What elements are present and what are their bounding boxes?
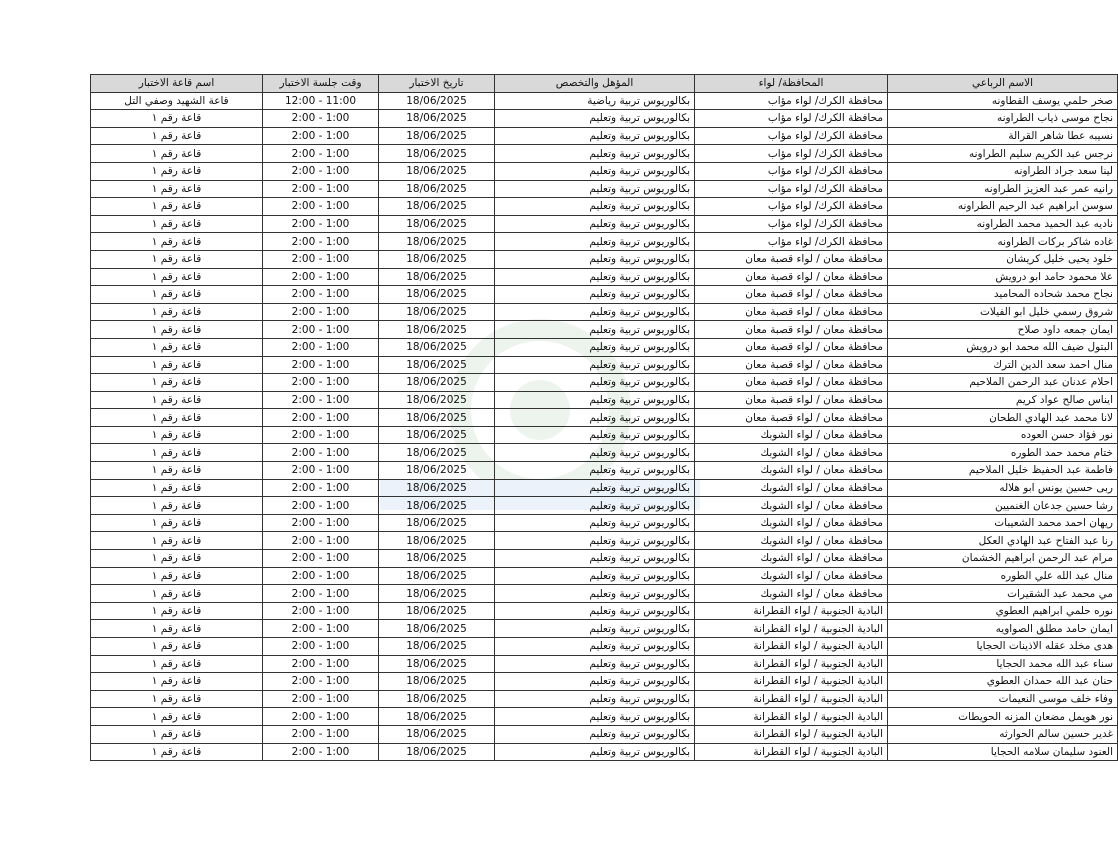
cell-hall-name: قاعة رقم ١ xyxy=(91,268,263,286)
header-exam-date: تاريخ الاختبار xyxy=(379,75,495,93)
cell-qualification: بكالوريوس تربية وتعليم xyxy=(495,110,695,128)
cell-full-name: لانا محمد عبد الهادي الطحان xyxy=(888,409,1118,427)
cell-governorate: محافظة معان / لواء قصبة معان xyxy=(695,303,888,321)
cell-hall-name: قاعة رقم ١ xyxy=(91,620,263,638)
cell-qualification: بكالوريوس تربية وتعليم xyxy=(495,532,695,550)
cell-hall-name: قاعة رقم ١ xyxy=(91,585,263,603)
cell-governorate: محافظة الكرك/ لواء مؤاب xyxy=(695,180,888,198)
cell-exam-date: 18/06/2025 xyxy=(379,690,495,708)
cell-hall-name: قاعة رقم ١ xyxy=(91,532,263,550)
cell-qualification: بكالوريوس تربية وتعليم xyxy=(495,602,695,620)
cell-exam-date: 18/06/2025 xyxy=(379,532,495,550)
cell-session-time: 1:00 - 2:00 xyxy=(263,286,379,304)
table-row xyxy=(91,356,1118,374)
cell-hall-name: قاعة رقم ١ xyxy=(91,514,263,532)
cell-governorate: البادية الجنوبية / لواء القطرانة xyxy=(695,602,888,620)
cell-qualification: بكالوريوس تربية وتعليم xyxy=(495,497,695,515)
cell-full-name: حنان عبد الله حمدان العطوي xyxy=(888,673,1118,691)
cell-governorate: محافظة الكرك/ لواء مؤاب xyxy=(695,215,888,233)
cell-exam-date: 18/06/2025 xyxy=(379,497,495,515)
cell-hall-name: قاعة رقم ١ xyxy=(91,338,263,356)
table-row xyxy=(91,462,1118,480)
cell-full-name: نسيبه عطا شاهر القرالة xyxy=(888,127,1118,145)
cell-exam-date: 18/06/2025 xyxy=(379,479,495,497)
cell-hall-name: قاعة رقم ١ xyxy=(91,690,263,708)
cell-session-time: 1:00 - 2:00 xyxy=(263,356,379,374)
cell-session-time: 1:00 - 2:00 xyxy=(263,162,379,180)
cell-session-time: 1:00 - 2:00 xyxy=(263,497,379,515)
table-row xyxy=(91,145,1118,163)
cell-exam-date: 18/06/2025 xyxy=(379,110,495,128)
table-row xyxy=(91,444,1118,462)
cell-session-time: 1:00 - 2:00 xyxy=(263,743,379,761)
cell-session-time: 1:00 - 2:00 xyxy=(263,127,379,145)
table-row xyxy=(91,479,1118,497)
cell-governorate: محافظة معان / لواء الشوبك xyxy=(695,462,888,480)
cell-qualification: بكالوريوس تربية وتعليم xyxy=(495,321,695,339)
table-row xyxy=(91,250,1118,268)
cell-hall-name: قاعة رقم ١ xyxy=(91,321,263,339)
cell-session-time: 1:00 - 2:00 xyxy=(263,321,379,339)
cell-qualification: بكالوريوس تربية وتعليم xyxy=(495,198,695,216)
exam-schedule-table xyxy=(90,74,1118,761)
cell-exam-date: 18/06/2025 xyxy=(379,602,495,620)
cell-hall-name: قاعة رقم ١ xyxy=(91,215,263,233)
cell-governorate: محافظة معان / لواء قصبة معان xyxy=(695,356,888,374)
cell-governorate: محافظة معان / لواء الشوبك xyxy=(695,550,888,568)
cell-full-name: رانيه عمر عبد العزيز الطراونه xyxy=(888,180,1118,198)
cell-governorate: محافظة معان / لواء الشوبك xyxy=(695,444,888,462)
cell-session-time: 1:00 - 2:00 xyxy=(263,620,379,638)
cell-qualification: بكالوريوس تربية وتعليم xyxy=(495,145,695,163)
table-row xyxy=(91,426,1118,444)
table-row xyxy=(91,374,1118,392)
cell-full-name: نرجس عبد الكريم سليم الطراونه xyxy=(888,145,1118,163)
cell-qualification: بكالوريوس تربية وتعليم xyxy=(495,655,695,673)
cell-governorate: محافظة الكرك/ لواء مؤاب xyxy=(695,127,888,145)
table-row xyxy=(91,690,1118,708)
cell-governorate: البادية الجنوبية / لواء القطرانة xyxy=(695,690,888,708)
cell-full-name: نجاح محمد شحاده المحاميد xyxy=(888,286,1118,304)
cell-exam-date: 18/06/2025 xyxy=(379,462,495,480)
cell-exam-date: 18/06/2025 xyxy=(379,145,495,163)
cell-full-name: ختام محمد حمد الطوره xyxy=(888,444,1118,462)
cell-exam-date: 18/06/2025 xyxy=(379,655,495,673)
cell-exam-date: 18/06/2025 xyxy=(379,444,495,462)
header-governorate: المحافظة/ لواء xyxy=(695,75,888,93)
table-row xyxy=(91,338,1118,356)
cell-qualification: بكالوريوس تربية وتعليم xyxy=(495,409,695,427)
cell-full-name: مي محمد عبد الشقيرات xyxy=(888,585,1118,603)
cell-governorate: البادية الجنوبية / لواء القطرانة xyxy=(695,743,888,761)
cell-hall-name: قاعة رقم ١ xyxy=(91,127,263,145)
cell-qualification: بكالوريوس تربية وتعليم xyxy=(495,127,695,145)
cell-hall-name: قاعة رقم ١ xyxy=(91,303,263,321)
cell-governorate: محافظة معان / لواء قصبة معان xyxy=(695,374,888,392)
cell-full-name: ايمان حامد مطلق الصواويه xyxy=(888,620,1118,638)
cell-full-name: البتول ضيف الله محمد ابو درويش xyxy=(888,338,1118,356)
table-row xyxy=(91,497,1118,515)
cell-session-time: 1:00 - 2:00 xyxy=(263,338,379,356)
cell-full-name: علا محمود حامد ابو درويش xyxy=(888,268,1118,286)
cell-hall-name: قاعة رقم ١ xyxy=(91,638,263,656)
cell-governorate: محافظة معان / لواء قصبة معان xyxy=(695,321,888,339)
cell-governorate: محافظة معان / لواء الشوبك xyxy=(695,497,888,515)
table-row xyxy=(91,567,1118,585)
cell-governorate: محافظة معان / لواء قصبة معان xyxy=(695,268,888,286)
cell-session-time: 1:00 - 2:00 xyxy=(263,374,379,392)
cell-qualification: بكالوريوس تربية وتعليم xyxy=(495,690,695,708)
cell-session-time: 1:00 - 2:00 xyxy=(263,690,379,708)
cell-qualification: بكالوريوس تربية وتعليم xyxy=(495,180,695,198)
cell-qualification: بكالوريوس تربية وتعليم xyxy=(495,673,695,691)
table-header-row xyxy=(91,75,1118,93)
table-row xyxy=(91,638,1118,656)
cell-full-name: نور فؤاد حسن العوده xyxy=(888,426,1118,444)
cell-qualification: بكالوريوس تربية وتعليم xyxy=(495,426,695,444)
cell-qualification: بكالوريوس تربية وتعليم xyxy=(495,303,695,321)
cell-full-name: نوره حلمي ابراهيم العطوي xyxy=(888,602,1118,620)
cell-qualification: بكالوريوس تربية وتعليم xyxy=(495,620,695,638)
cell-hall-name: قاعة رقم ١ xyxy=(91,250,263,268)
cell-session-time: 1:00 - 2:00 xyxy=(263,233,379,251)
cell-qualification: بكالوريوس تربية وتعليم xyxy=(495,638,695,656)
cell-exam-date: 18/06/2025 xyxy=(379,233,495,251)
cell-full-name: ريهان احمد محمد الشعيبات xyxy=(888,514,1118,532)
cell-hall-name: قاعة رقم ١ xyxy=(91,162,263,180)
cell-full-name: سوسن ابراهيم عبد الرحيم الطراونه xyxy=(888,198,1118,216)
cell-hall-name: قاعة رقم ١ xyxy=(91,233,263,251)
header-full-name: الاسم الرباعي xyxy=(888,75,1118,93)
cell-governorate: محافظة معان / لواء الشوبك xyxy=(695,514,888,532)
cell-qualification: بكالوريوس تربية وتعليم xyxy=(495,567,695,585)
cell-exam-date: 18/06/2025 xyxy=(379,198,495,216)
cell-session-time: 1:00 - 2:00 xyxy=(263,708,379,726)
cell-session-time: 1:00 - 2:00 xyxy=(263,444,379,462)
cell-session-time: 1:00 - 2:00 xyxy=(263,479,379,497)
cell-hall-name: قاعة رقم ١ xyxy=(91,550,263,568)
cell-full-name: احلام عدنان عبد الرحمن الملاحيم xyxy=(888,374,1118,392)
cell-full-name: رشا حسين جدعان الغنميين xyxy=(888,497,1118,515)
cell-governorate: محافظة معان / لواء قصبة معان xyxy=(695,250,888,268)
cell-hall-name: قاعة رقم ١ xyxy=(91,725,263,743)
cell-session-time: 1:00 - 2:00 xyxy=(263,145,379,163)
table-row xyxy=(91,92,1118,110)
cell-qualification: بكالوريوس تربية وتعليم xyxy=(495,444,695,462)
table-row xyxy=(91,708,1118,726)
cell-hall-name: قاعة رقم ١ xyxy=(91,286,263,304)
cell-full-name: مرام عبد الرحمن ابراهيم الخشمان xyxy=(888,550,1118,568)
cell-qualification: بكالوريوس تربية وتعليم xyxy=(495,250,695,268)
table-row xyxy=(91,391,1118,409)
cell-hall-name: قاعة رقم ١ xyxy=(91,391,263,409)
cell-session-time: 1:00 - 2:00 xyxy=(263,725,379,743)
cell-exam-date: 18/06/2025 xyxy=(379,338,495,356)
cell-qualification: بكالوريوس تربية وتعليم xyxy=(495,708,695,726)
cell-session-time: 1:00 - 2:00 xyxy=(263,180,379,198)
cell-exam-date: 18/06/2025 xyxy=(379,374,495,392)
cell-qualification: بكالوريوس تربية وتعليم xyxy=(495,374,695,392)
cell-full-name: وفاء خلف موسى النعيمات xyxy=(888,690,1118,708)
table-row xyxy=(91,743,1118,761)
cell-governorate: محافظة معان / لواء الشوبك xyxy=(695,426,888,444)
table-row xyxy=(91,127,1118,145)
cell-exam-date: 18/06/2025 xyxy=(379,620,495,638)
cell-full-name: سناء عبد الله محمد الحجايا xyxy=(888,655,1118,673)
cell-qualification: بكالوريوس تربية وتعليم xyxy=(495,286,695,304)
cell-session-time: 1:00 - 2:00 xyxy=(263,585,379,603)
cell-governorate: البادية الجنوبية / لواء القطرانة xyxy=(695,620,888,638)
cell-session-time: 1:00 - 2:00 xyxy=(263,673,379,691)
cell-exam-date: 18/06/2025 xyxy=(379,585,495,603)
cell-qualification: بكالوريوس تربية وتعليم xyxy=(495,268,695,286)
cell-session-time: 1:00 - 2:00 xyxy=(263,462,379,480)
cell-hall-name: قاعة رقم ١ xyxy=(91,673,263,691)
cell-hall-name: قاعة رقم ١ xyxy=(91,655,263,673)
cell-governorate: محافظة الكرك/ لواء مؤاب xyxy=(695,162,888,180)
cell-session-time: 1:00 - 2:00 xyxy=(263,409,379,427)
table-row xyxy=(91,162,1118,180)
cell-exam-date: 18/06/2025 xyxy=(379,514,495,532)
cell-session-time: 1:00 - 2:00 xyxy=(263,391,379,409)
cell-governorate: محافظة معان / لواء الشوبك xyxy=(695,532,888,550)
cell-exam-date: 18/06/2025 xyxy=(379,638,495,656)
cell-governorate: محافظة معان / لواء قصبة معان xyxy=(695,286,888,304)
cell-qualification: بكالوريوس تربية وتعليم xyxy=(495,514,695,532)
cell-session-time: 1:00 - 2:00 xyxy=(263,215,379,233)
cell-qualification: بكالوريوس تربية وتعليم xyxy=(495,356,695,374)
cell-governorate: محافظة معان / لواء قصبة معان xyxy=(695,391,888,409)
cell-qualification: بكالوريوس تربية وتعليم xyxy=(495,215,695,233)
cell-qualification: بكالوريوس تربية وتعليم xyxy=(495,338,695,356)
cell-exam-date: 18/06/2025 xyxy=(379,250,495,268)
cell-session-time: 1:00 - 2:00 xyxy=(263,110,379,128)
cell-session-time: 1:00 - 2:00 xyxy=(263,268,379,286)
table-row xyxy=(91,110,1118,128)
cell-governorate: محافظة الكرك/ لواء مؤاب xyxy=(695,145,888,163)
cell-hall-name: قاعة رقم ١ xyxy=(91,567,263,585)
table-row xyxy=(91,585,1118,603)
cell-governorate: محافظة الكرك/ لواء مؤاب xyxy=(695,92,888,110)
cell-session-time: 11:00 - 12:00 xyxy=(263,92,379,110)
cell-full-name: العنود سليمان سلامه الحجايا xyxy=(888,743,1118,761)
table-row xyxy=(91,409,1118,427)
cell-exam-date: 18/06/2025 xyxy=(379,391,495,409)
cell-exam-date: 18/06/2025 xyxy=(379,321,495,339)
cell-full-name: رنا عبد الفتاح عبد الهادي العكل xyxy=(888,532,1118,550)
table-row xyxy=(91,215,1118,233)
cell-full-name: نور هويمل مضعان المزنه الحويطات xyxy=(888,708,1118,726)
cell-session-time: 1:00 - 2:00 xyxy=(263,550,379,568)
cell-exam-date: 18/06/2025 xyxy=(379,409,495,427)
table-row xyxy=(91,673,1118,691)
cell-hall-name: قاعة رقم ١ xyxy=(91,462,263,480)
cell-governorate: محافظة معان / لواء قصبة معان xyxy=(695,338,888,356)
cell-governorate: محافظة معان / لواء قصبة معان xyxy=(695,409,888,427)
cell-session-time: 1:00 - 2:00 xyxy=(263,198,379,216)
table-row xyxy=(91,180,1118,198)
cell-session-time: 1:00 - 2:00 xyxy=(263,514,379,532)
cell-exam-date: 18/06/2025 xyxy=(379,708,495,726)
table-row xyxy=(91,268,1118,286)
cell-governorate: البادية الجنوبية / لواء القطرانة xyxy=(695,708,888,726)
cell-exam-date: 18/06/2025 xyxy=(379,673,495,691)
cell-full-name: صخر حلمي يوسف القطاونه xyxy=(888,92,1118,110)
cell-governorate: البادية الجنوبية / لواء القطرانة xyxy=(695,655,888,673)
cell-exam-date: 18/06/2025 xyxy=(379,127,495,145)
cell-hall-name: قاعة رقم ١ xyxy=(91,602,263,620)
cell-governorate: محافظة الكرك/ لواء مؤاب xyxy=(695,110,888,128)
cell-qualification: بكالوريوس تربية وتعليم xyxy=(495,233,695,251)
cell-exam-date: 18/06/2025 xyxy=(379,162,495,180)
cell-hall-name: قاعة رقم ١ xyxy=(91,110,263,128)
cell-hall-name: قاعة رقم ١ xyxy=(91,409,263,427)
exam-schedule-sheet xyxy=(90,74,1113,761)
header-session-time: وقت جلسة الاختبار xyxy=(263,75,379,93)
cell-governorate: محافظة معان / لواء الشوبك xyxy=(695,585,888,603)
cell-full-name: ايمان جمعه داود صلاح xyxy=(888,321,1118,339)
cell-session-time: 1:00 - 2:00 xyxy=(263,567,379,585)
cell-exam-date: 18/06/2025 xyxy=(379,92,495,110)
cell-governorate: البادية الجنوبية / لواء القطرانة xyxy=(695,673,888,691)
cell-exam-date: 18/06/2025 xyxy=(379,268,495,286)
cell-exam-date: 18/06/2025 xyxy=(379,426,495,444)
cell-hall-name: قاعة رقم ١ xyxy=(91,708,263,726)
cell-full-name: منال عبد الله علي الطوره xyxy=(888,567,1118,585)
cell-full-name: غاده شاكر بركات الطراونه xyxy=(888,233,1118,251)
cell-governorate: البادية الجنوبية / لواء القطرانة xyxy=(695,638,888,656)
cell-exam-date: 18/06/2025 xyxy=(379,567,495,585)
table-row xyxy=(91,725,1118,743)
cell-qualification: بكالوريوس تربية وتعليم xyxy=(495,162,695,180)
cell-exam-date: 18/06/2025 xyxy=(379,286,495,304)
table-row xyxy=(91,655,1118,673)
cell-exam-date: 18/06/2025 xyxy=(379,356,495,374)
cell-qualification: بكالوريوس تربية وتعليم xyxy=(495,585,695,603)
cell-full-name: شروق رسمي خليل ابو الفيلات xyxy=(888,303,1118,321)
table-row xyxy=(91,532,1118,550)
cell-full-name: نجاح موسى ذياب الطراونه xyxy=(888,110,1118,128)
cell-full-name: ايناس صالح عواد كريم xyxy=(888,391,1118,409)
header-hall-name: اسم قاعة الاختبار xyxy=(91,75,263,93)
cell-full-name: ربى حسين يونس ابو هلاله xyxy=(888,479,1118,497)
cell-session-time: 1:00 - 2:00 xyxy=(263,250,379,268)
cell-hall-name: قاعة رقم ١ xyxy=(91,497,263,515)
cell-hall-name: قاعة رقم ١ xyxy=(91,426,263,444)
cell-full-name: غدير حسين سالم الحوارثه xyxy=(888,725,1118,743)
cell-exam-date: 18/06/2025 xyxy=(379,303,495,321)
cell-session-time: 1:00 - 2:00 xyxy=(263,638,379,656)
cell-full-name: هدى مخلد عقله الاذينات الحجايا xyxy=(888,638,1118,656)
cell-hall-name: قاعة رقم ١ xyxy=(91,374,263,392)
table-row xyxy=(91,321,1118,339)
cell-full-name: فاطمة عبد الحفيظ خليل الملاحيم xyxy=(888,462,1118,480)
cell-hall-name: قاعة رقم ١ xyxy=(91,145,263,163)
cell-hall-name: قاعة رقم ١ xyxy=(91,180,263,198)
cell-qualification: بكالوريوس تربية وتعليم xyxy=(495,391,695,409)
cell-governorate: محافظة الكرك/ لواء مؤاب xyxy=(695,233,888,251)
table-row xyxy=(91,198,1118,216)
cell-exam-date: 18/06/2025 xyxy=(379,550,495,568)
table-row xyxy=(91,550,1118,568)
cell-session-time: 1:00 - 2:00 xyxy=(263,532,379,550)
cell-hall-name: قاعة رقم ١ xyxy=(91,356,263,374)
cell-hall-name: قاعة رقم ١ xyxy=(91,743,263,761)
cell-exam-date: 18/06/2025 xyxy=(379,180,495,198)
cell-full-name: خلود يحيى خليل كريشان xyxy=(888,250,1118,268)
cell-session-time: 1:00 - 2:00 xyxy=(263,426,379,444)
cell-qualification: بكالوريوس تربية رياضية xyxy=(495,92,695,110)
cell-exam-date: 18/06/2025 xyxy=(379,743,495,761)
cell-qualification: بكالوريوس تربية وتعليم xyxy=(495,550,695,568)
cell-session-time: 1:00 - 2:00 xyxy=(263,602,379,620)
cell-hall-name: قاعة رقم ١ xyxy=(91,479,263,497)
cell-full-name: منال احمد سعد الدين الترك xyxy=(888,356,1118,374)
cell-governorate: محافظة معان / لواء الشوبك xyxy=(695,479,888,497)
cell-exam-date: 18/06/2025 xyxy=(379,725,495,743)
cell-hall-name: قاعة رقم ١ xyxy=(91,444,263,462)
cell-full-name: ناديه عبد الحميد محمد الطراونه xyxy=(888,215,1118,233)
cell-exam-date: 18/06/2025 xyxy=(379,215,495,233)
cell-full-name: لينا سعد جراد الطراونه xyxy=(888,162,1118,180)
cell-qualification: بكالوريوس تربية وتعليم xyxy=(495,462,695,480)
table-row xyxy=(91,602,1118,620)
cell-hall-name: قاعة رقم ١ xyxy=(91,198,263,216)
cell-qualification: بكالوريوس تربية وتعليم xyxy=(495,743,695,761)
cell-session-time: 1:00 - 2:00 xyxy=(263,303,379,321)
table-row xyxy=(91,620,1118,638)
cell-governorate: البادية الجنوبية / لواء القطرانة xyxy=(695,725,888,743)
cell-hall-name: قاعة الشهيد وصفي التل xyxy=(91,92,263,110)
table-row xyxy=(91,303,1118,321)
cell-qualification: بكالوريوس تربية وتعليم xyxy=(495,479,695,497)
table-body xyxy=(91,92,1118,761)
cell-qualification: بكالوريوس تربية وتعليم xyxy=(495,725,695,743)
table-row xyxy=(91,514,1118,532)
table-row xyxy=(91,286,1118,304)
table-row xyxy=(91,233,1118,251)
cell-governorate: محافظة الكرك/ لواء مؤاب xyxy=(695,198,888,216)
cell-session-time: 1:00 - 2:00 xyxy=(263,655,379,673)
header-qualification: المؤهل والتخصص xyxy=(495,75,695,93)
cell-governorate: محافظة معان / لواء الشوبك xyxy=(695,567,888,585)
